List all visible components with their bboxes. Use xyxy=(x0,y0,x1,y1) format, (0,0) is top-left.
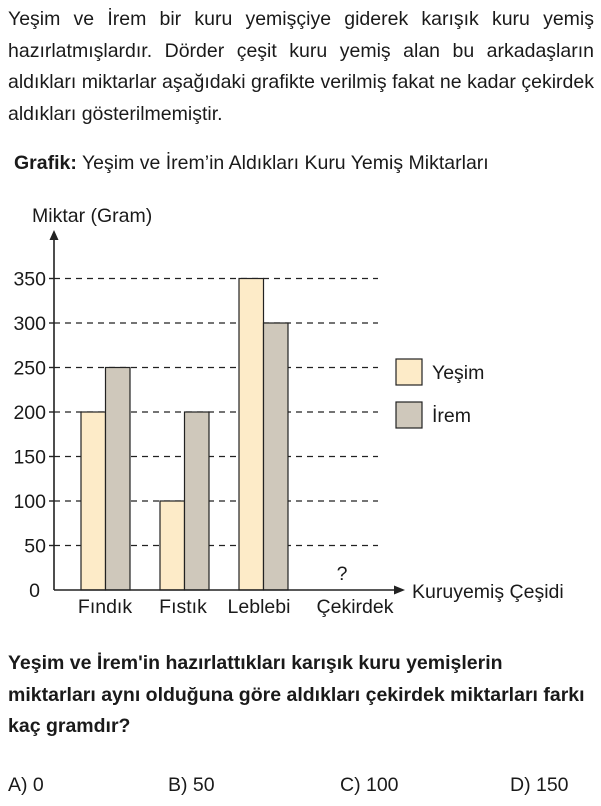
bar-chart xyxy=(0,190,601,630)
chart-caption xyxy=(14,152,489,175)
question-text: Yeşim ve İrem'in hazırlattıkları karışık kuru yemişlerin miktarları aynı olduğuna göre aldıkları çekirdek miktarları farkı kaç gramdır? xyxy=(8,652,585,737)
x-axis-arrow xyxy=(394,586,405,595)
y-tick-label: 50 xyxy=(24,535,46,558)
missing-value-annotation: ? xyxy=(336,563,348,585)
bar xyxy=(239,279,264,591)
intro-paragraph: Yeşim ve İrem bir kuru yemişçiye giderek karışık kuru yemiş hazırlatmışlardır. Dörder çeşit kuru yemiş alan bu arkadaşların aldıkları miktarlar aşağıdaki grafikte verilmiş fakat ne kadar çekirdek aldıkları gösterilmemiştir. xyxy=(8,8,594,125)
x-tick-label: Fındık xyxy=(77,596,133,618)
bars xyxy=(81,279,288,591)
y-tick-label: 300 xyxy=(13,313,46,335)
y-tick-label: 100 xyxy=(13,491,46,513)
x-tick-label: Çekirdek xyxy=(316,596,394,618)
y-tick-labels xyxy=(13,269,46,603)
legend-swatch xyxy=(396,359,422,385)
y-tick-label: 200 xyxy=(13,402,46,424)
y-tick-label: 0 xyxy=(29,580,40,602)
legend xyxy=(396,359,484,428)
y-axis-arrow xyxy=(50,230,59,240)
y-tick-label: 250 xyxy=(13,357,46,380)
legend-label: Yeşim xyxy=(432,362,485,384)
y-tick-label: 350 xyxy=(13,268,46,291)
bar xyxy=(160,501,185,590)
bar xyxy=(185,412,210,590)
y-tick-label: 150 xyxy=(13,446,46,469)
bar xyxy=(264,323,289,590)
bar xyxy=(106,368,131,591)
x-tick-labels xyxy=(78,596,394,618)
chart-caption-label: Grafik: xyxy=(14,152,77,174)
x-tick-label: Fıstık xyxy=(159,596,207,618)
option-a[interactable]: A) 0 xyxy=(8,774,44,796)
x-tick-label: Leblebi xyxy=(227,596,291,618)
bar xyxy=(81,412,106,590)
option-c[interactable]: C) 100 xyxy=(340,774,399,796)
legend-label: İrem xyxy=(432,405,471,427)
x-axis-label: Kuruyemiş Çeşidi xyxy=(412,581,564,603)
legend-swatch xyxy=(396,402,422,428)
option-b[interactable]: B) 50 xyxy=(168,774,215,796)
y-axis-label: Miktar (Gram) xyxy=(32,205,153,227)
chart-caption-title: Yeşim ve İrem’in Aldıkları Kuru Yemiş Miktarları xyxy=(81,152,489,174)
option-d[interactable]: D) 150 xyxy=(510,774,569,796)
